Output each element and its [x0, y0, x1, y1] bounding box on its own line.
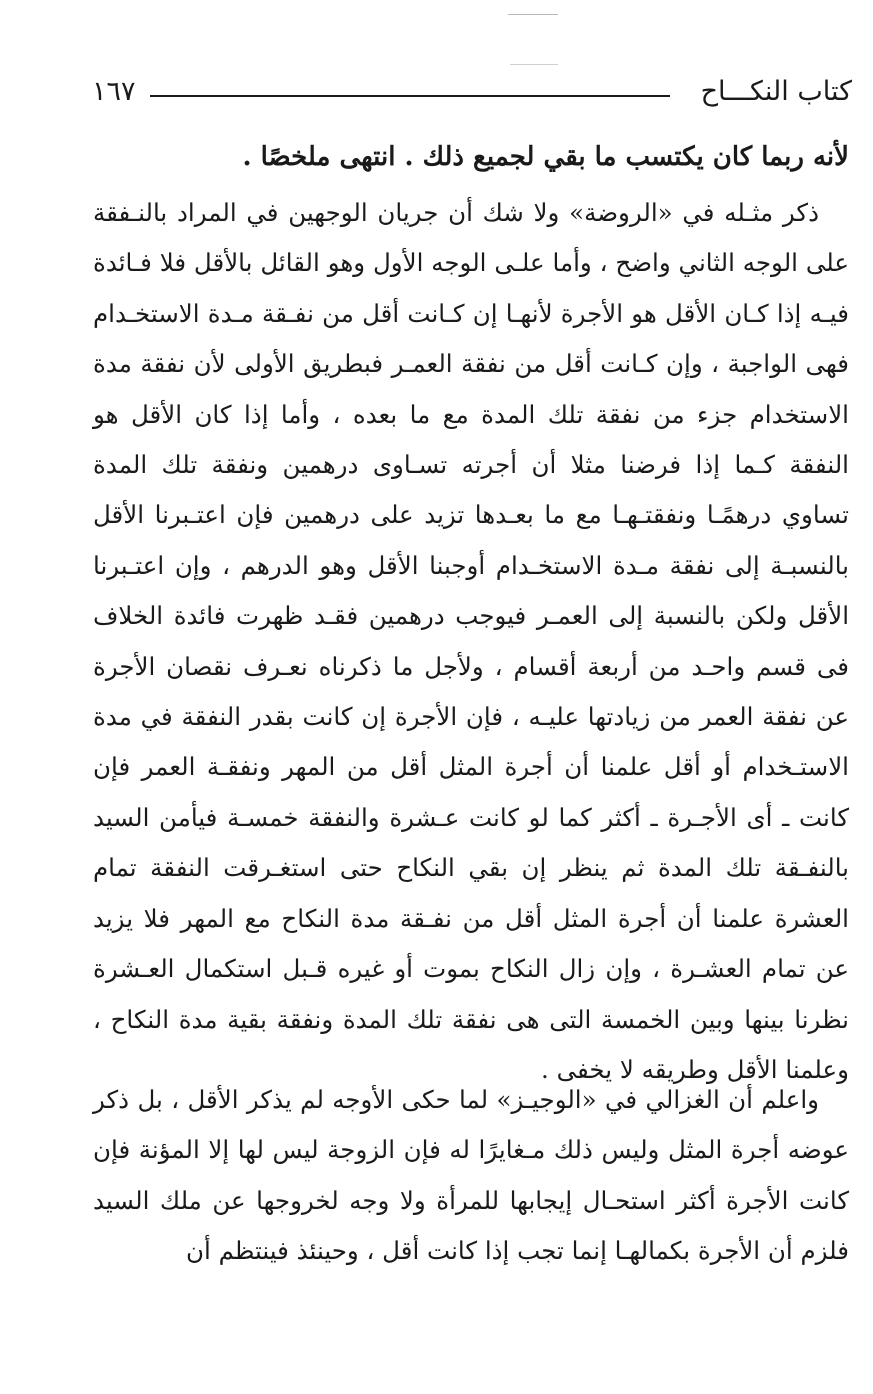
paragraph-text: ذكر مثـله في «الروضة» ولا شك أن جريان الوجهين في المراد بالنـفقة على الوجه الثاني واضح ، وأما علـى الوجه الأول وهو القائل بالأقل فلا فـائدة فيـه إذا كـان الأقل هو الأجرة لأنهـا إن كـانت أقل من نفـقة مـدة الاستخـدام فهى الواجبة ، وإن كـانت أقل من نفقة العمـر فبطريق الأولى لأن نفقة مدة الاستخدام جزء من نفقة تلك المدة مع ما بعده ، وأما إذا كان الأقل هو النفقة كـما إذا فرضنا مثلا أن أجرته تسـاوى درهمين ونفقة تلك المدة تساوي درهمًـا ونفقتـهـا مع ما بعـدها تزيد على درهمين فإن اعتـبرنا الأقل بالنسبـة إلى نفقة مـدة الاستخـدام أوجبنا الأقل وهو الدرهم ، وإن اعتـبرنا الأقل ولكن بالنسبة إلى العمـر فيوجب درهمين فقـد ظهرت فائدة الخلاف فى قسم واحـد من أربعة أقسام ، ولأجل ما ذكرناه نعـرف نقصان الأجرة عن نفقة العمر من زيادتها عليـه ، فإن الأجرة إن كانت بقدر النفقة في مدة الاستـخدام أو أقل علمنا أن أجرة المثل أقل من المهر ونفقـة العمر فإن كانت ـ أى الأجـرة ـ أكثر كما لو كانت عـشرة والنفقة خمسـة فيأمن السيد بالنفـقة تلك المدة ثم ينظر إن بقي النكاح حتى استغـرقت النفقة تمام العشرة علمنا أن أجرة المثل أقل من نفـقة مدة النكاح مع المهر فلا يزيد عن تمام العشـرة ، وإن زال النكاح بموت أو غيره قـبل استكمال العـشرة نظرنا بينها وبين الخمسة التى هى نفقة تلك المدة ونفقة بقية مدة النكاح ، وعلمنا الأقل وطريقه لا يخفى . [93, 198, 849, 1084]
scan-artifact [510, 64, 558, 65]
lead-line: لأنه ربما كان يكتسب ما بقي لجميع ذلك . انتهى ملخصًا . [242, 142, 849, 172]
paragraph [93, 188, 849, 1095]
page-number: ١٦٧ [92, 76, 136, 107]
running-title: كتاب النكـــاح [700, 76, 852, 107]
running-header [92, 74, 852, 114]
paragraph [93, 1075, 849, 1277]
scan-artifact [508, 14, 558, 15]
paragraph-text: واعلم أن الغزالي في «الوجيـز» لما حكى الأوجه لم يذكر الأقل ، بل ذكر عوضه أجرة المثل وليس ذلك مـغايرًا له فإن الزوجة ليس لها إلا المؤنة فإن كانت الأجرة أكثر استحـال إيجابها للمرأة ولا وجه لخروجها عن ملك السيد فلزم أن الأجرة بكمالهـا إنما تجب إذا كانت أقل ، وحينئذ فينتظم أن [93, 1085, 849, 1266]
header-rule [150, 95, 670, 97]
